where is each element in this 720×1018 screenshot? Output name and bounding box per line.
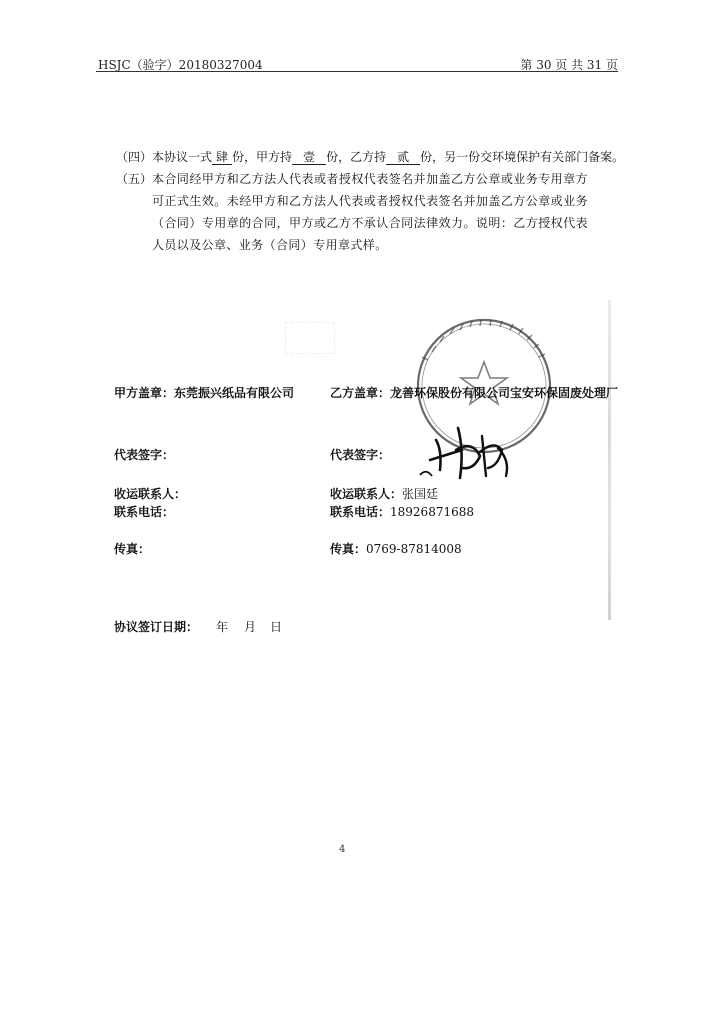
party-a-contact-label: 收运联系人：: [114, 487, 187, 501]
copies-party-a: 壹: [292, 150, 326, 165]
signature: [420, 428, 507, 478]
header-rule: [96, 71, 618, 72]
clause-5-text: 本合同经甲方和乙方法人代表或者授权代表签名并加盖乙方公章或业务专用章方可正式生效。未经甲方和乙方法人代表或者授权代表签名并加盖乙方公章或业务（合同）专用章的合同，甲方或乙方不承认合同法律效力。说明：乙方授权代表人员以及公章、业务（合同）专用章式样。: [152, 172, 588, 252]
page-counter: 第 30 页 共 31 页: [520, 58, 618, 72]
clause-4-text-a: 本协议一式: [152, 150, 213, 164]
faint-stamp-mark: [285, 322, 335, 354]
clause-4-text-c: 份，乙方持: [326, 150, 387, 164]
party-b-contact-label: 收运联系人：: [330, 487, 403, 501]
party-b-contact-row: [330, 485, 438, 502]
party-b-fax: 0769-87814008: [366, 542, 462, 556]
clause-4: [116, 146, 624, 168]
party-a-rep-label: 代表签字：: [114, 448, 175, 462]
clause-4-text-b: 份，甲方持: [232, 150, 293, 164]
party-b-phone-row: [330, 503, 474, 520]
signing-date-day: 日: [270, 620, 283, 634]
party-a-seal-row: [114, 384, 294, 401]
signing-date-year: 年: [216, 620, 229, 634]
signing-date-month: 月: [244, 620, 257, 634]
party-b-fax-label: 传真：: [330, 542, 367, 556]
signing-date-label: 协议签订日期：: [114, 620, 199, 634]
party-b-contact-name: 张国廷: [402, 487, 439, 501]
report-number: HSJC（验字）20180327004: [98, 58, 263, 72]
clause-5-number: （五）: [116, 172, 153, 186]
party-b-phone-label: 联系电话：: [330, 505, 391, 519]
copies-total: 肆: [212, 150, 232, 165]
party-a-phone-label: 联系电话：: [114, 505, 175, 519]
clause-4-number: （四）: [116, 150, 153, 164]
copies-party-b: 贰: [386, 150, 420, 165]
party-b-fax-row: [330, 540, 462, 557]
party-b-company: 龙善环保股份有限公司宝安环保固废处理厂: [390, 386, 619, 400]
party-a-company: 东莞振兴纸品有限公司: [174, 386, 295, 400]
party-a-seal-label: 甲方盖章：: [114, 386, 175, 400]
party-b-seal-label: 乙方盖章：: [330, 386, 391, 400]
scan-edge: [608, 300, 611, 620]
party-b-phone: 18926871688: [390, 505, 474, 519]
clause-4-text-d: 份，另一份交环境保护有关部门备案。: [420, 150, 625, 164]
party-b-seal-row: [330, 384, 618, 401]
page-number: 4: [339, 844, 346, 855]
party-b-rep-label: 代表签字：: [330, 448, 391, 462]
party-a-fax-label: 传真：: [114, 542, 151, 556]
